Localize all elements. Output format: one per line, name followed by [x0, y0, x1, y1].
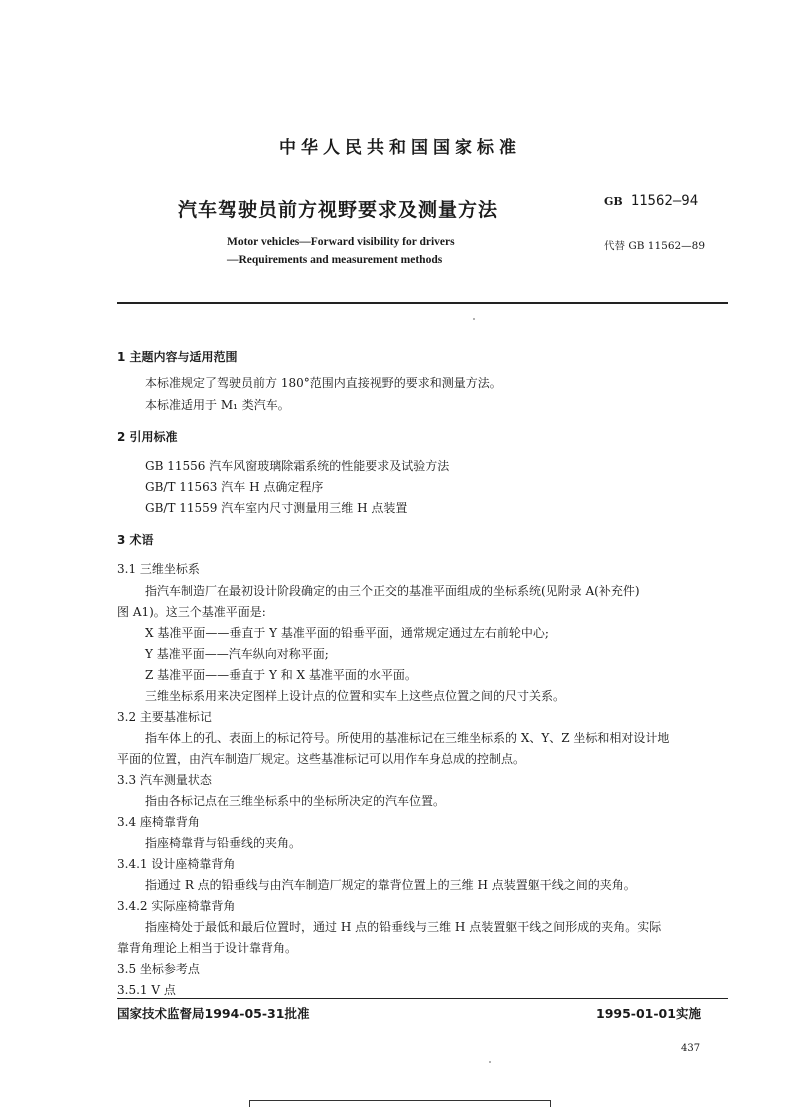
section-3-5-1-title: 3.5.1 V 点 [117, 983, 176, 997]
x-reference-plane: X 基准平面——垂直于 Y 基准平面的铅垂平面，通常规定通过左右前轮中心; [145, 626, 549, 640]
standard-prefix: GB [604, 195, 623, 208]
section-3-3-title: 3.3 汽车测量状态 [117, 773, 212, 787]
section-3-4-2-paragraph-1: 指座椅处于最低和最后位置时，通过 H 点的铅垂线与三维 H 点装置躯干线之间形成的夹角。实际 [145, 920, 662, 934]
section-3-4-2-title: 3.4.2 实际座椅靠背角 [117, 899, 236, 913]
reference-1: GB 11556 汽车风窗玻璃除霜系统的性能要求及试验方法 [145, 459, 450, 473]
reference-3: GB/T 11559 汽车室内尺寸测量用三维 H 点装置 [145, 501, 408, 515]
section-3-2-title: 3.2 主要基准标记 [117, 710, 212, 724]
implementation-date: 1995-01-01实施 [596, 1006, 701, 1021]
section-3-4-1-paragraph-1: 指通过 R 点的铅垂线与由汽车制造厂规定的靠背位置上的三维 H 点装置躯干线之间的夹角。 [145, 878, 636, 892]
page-number: 437 [681, 1043, 701, 1054]
document-title-en-line2: —Requirements and measurement methods [227, 254, 443, 266]
section-1-title: 1 主题内容与适用范围 [117, 350, 238, 364]
y-reference-plane: Y 基准平面——汽车纵向对称平面; [145, 647, 329, 661]
scan-speck [489, 1061, 491, 1063]
footer-divider [117, 998, 728, 999]
header-divider [117, 302, 728, 304]
section-3-3-paragraph-1: 指由各标记点在三维坐标系中的坐标所决定的汽车位置。 [145, 794, 446, 808]
section-2-title: 2 引用标准 [117, 430, 178, 444]
section-3-title: 3 术语 [117, 533, 154, 547]
document-title-en-line1: Motor vehicles—Forward visibility for drivers [227, 236, 455, 248]
section-1-paragraph-1: 本标准规定了驾驶员前方 180°范围内直接视野的要求和测量方法。 [145, 376, 502, 390]
section-3-1-paragraph-1: 指汽车制造厂在最初设计阶段确定的由三个正交的基准平面组成的坐标系统(见附录 A(补充件) [145, 584, 640, 598]
section-3-1-title: 3.1 三维坐标系 [117, 562, 200, 576]
section-3-1-paragraph-2: 三维坐标系用来决定图样上设计点的位置和实车上这些点位置之间的尺寸关系。 [145, 689, 566, 703]
section-3-5-title: 3.5 坐标参考点 [117, 962, 200, 976]
standard-number [604, 193, 698, 209]
section-3-4-1-title: 3.4.1 设计座椅靠背角 [117, 857, 236, 871]
standard-number-value: 11562—94 [630, 193, 699, 209]
section-3-1-paragraph-1-cont: 图 A1)。这三个基准平面是: [117, 605, 266, 619]
section-3-4-title: 3.4 座椅靠背角 [117, 815, 200, 829]
section-3-2-paragraph-1: 指车体上的孔、表面上的标记符号。所使用的基准标记在三维坐标系的 X、Y、Z 坐标和相对设计地 [145, 731, 670, 745]
reference-2: GB/T 11563 汽车 H 点确定程序 [145, 480, 324, 494]
section-1-paragraph-2: 本标准适用于 M₁ 类汽车。 [145, 398, 290, 412]
section-3-4-paragraph-1: 指座椅靠背与铅垂线的夹角。 [145, 836, 302, 850]
section-3-4-2-paragraph-1-cont: 靠背角理论上相当于设计靠背角。 [117, 941, 298, 955]
z-reference-plane: Z 基准平面——垂直于 Y 和 X 基准平面的水平面。 [145, 668, 417, 682]
section-3-2-paragraph-1-cont: 平面的位置，由汽车制造厂规定。这些基准标记可以用作车身总成的控制点。 [117, 752, 526, 766]
document-title-cn: 汽车驾驶员前方视野要求及测量方法 [178, 199, 499, 221]
approval-statement: 国家技术监督局1994-05-31批准 [117, 1006, 310, 1021]
national-standard-heading: 中华人民共和国国家标准 [279, 138, 521, 158]
replaces-standard: 代替 GB 11562—89 [604, 240, 706, 252]
scan-speck [473, 318, 475, 320]
